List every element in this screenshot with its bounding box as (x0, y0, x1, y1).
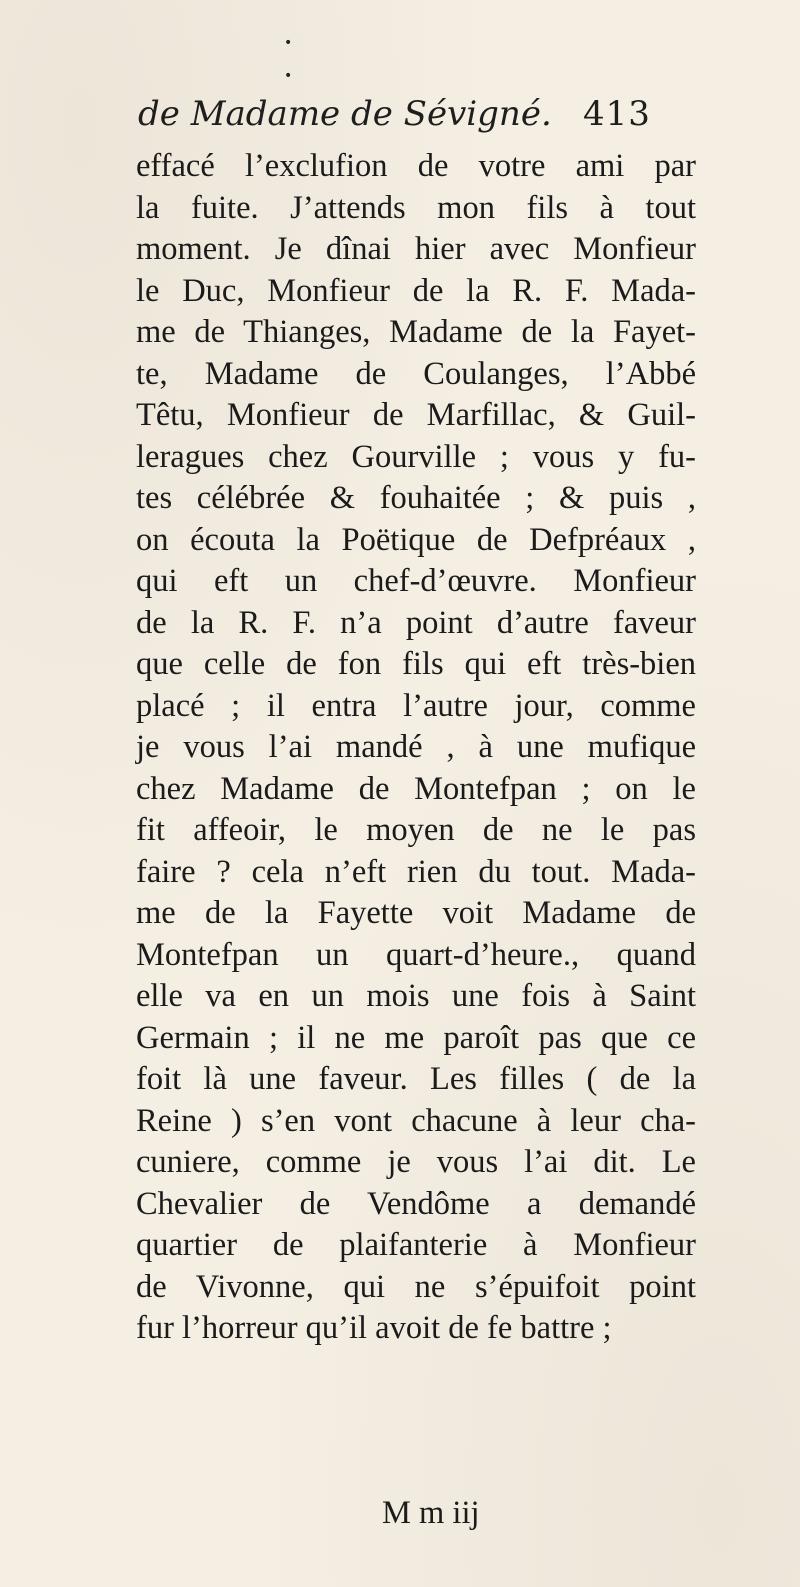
text-line: me de Thianges, Madame de la Fayet- (136, 314, 696, 350)
text-line: me de la Fayette voit Madame de (136, 895, 696, 931)
text-line: foit là une faveur. Les filles ( de la (136, 1061, 696, 1097)
text-line: Montefpan un quart-d’heure., quand (136, 936, 696, 973)
text-line: elle va en un mois une fois à Saint (136, 978, 696, 1014)
ink-speck: • (284, 68, 293, 84)
text-line: que celle de fon fils qui eft très-bien (136, 646, 696, 682)
text-line: Têtu, Monfieur de Marfillac, & Guil- (136, 397, 696, 433)
text-line: chez Madame de Montefpan ; on le (136, 770, 696, 807)
text-line: tes célébrée & fouhaitée ; & puis , (136, 480, 696, 516)
text-line: on écouta la Poëtique de Defpréaux , (136, 521, 696, 558)
text-line: cuniere, comme je vous l’ai dit. Le (136, 1144, 696, 1180)
body-text (136, 146, 696, 1350)
text-line: je vous l’ai mandé , à une mufique (136, 729, 696, 765)
text-line: Chevalier de Vendôme a demandé (136, 1185, 696, 1222)
text-line: de la R. F. n’a point d’autre faveur (136, 604, 696, 641)
text-line: quartier de plaifanterie à Monfieur (136, 1227, 696, 1263)
text-line: te, Madame de Coulanges, l’Abbé (136, 355, 696, 392)
ink-speck: • (284, 35, 293, 51)
text-line: de Vivonne, qui ne s’épuifoit point (136, 1268, 696, 1305)
text-line: qui eft un chef-d’œuvre. Monfieur (136, 563, 696, 599)
text-line: faire ? cela n’eft rien du tout. Mada- (136, 853, 696, 890)
text-line: fit affeoir, le moyen de ne le pas (136, 812, 696, 848)
page-number: 413 (583, 94, 651, 134)
running-title: de Madame de Sévigné. (138, 94, 552, 134)
text-line: Germain ; il ne me paroît pas que ce (136, 1019, 696, 1056)
text-line: fur l’horreur qu’il avoit de fe battre ; (136, 1310, 612, 1346)
text-line: moment. Je dînai hier avec Monfieur (136, 231, 696, 267)
signature-mark: M m iij (382, 1495, 480, 1531)
running-head (138, 94, 698, 134)
text-line: le Duc, Monfieur de la R. F. Mada- (136, 272, 696, 309)
text-line: Reine ) s’en vont chacune à leur cha- (136, 1102, 696, 1139)
text-line: leragues chez Gourville ; vous y fu- (136, 438, 696, 475)
text-line: placé ; il entra l’autre jour, comme (136, 687, 696, 724)
text-line: effacé l’exclufion de votre ami par (136, 148, 696, 184)
text-line: la fuite. J’attends mon fils à tout (136, 189, 696, 226)
